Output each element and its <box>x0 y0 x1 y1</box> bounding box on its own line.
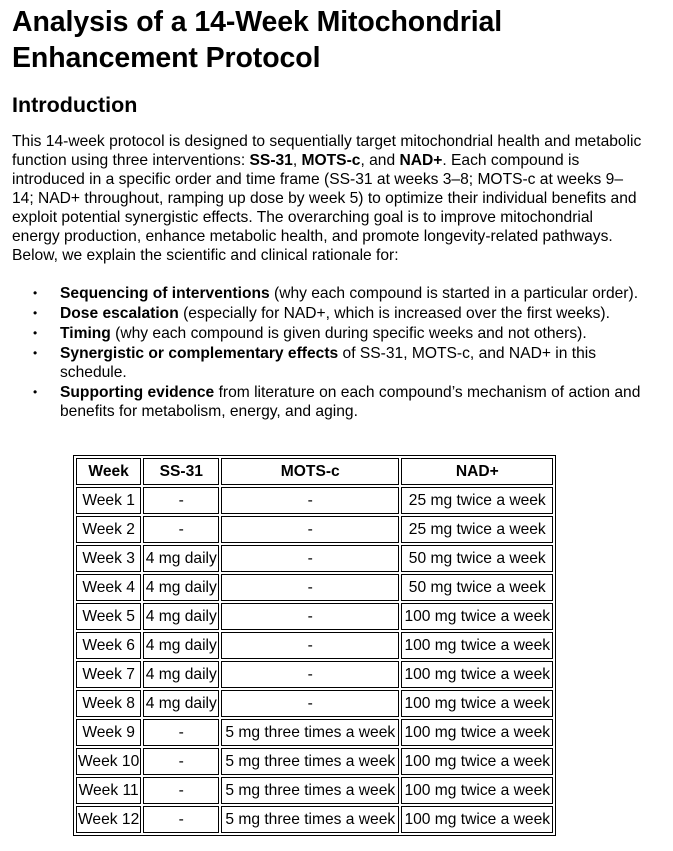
cell-ss31: - <box>143 806 219 833</box>
cell-ss31: 4 mg daily <box>143 690 219 717</box>
cell-motsc: - <box>221 690 399 717</box>
cell-motsc: - <box>221 516 399 543</box>
cell-motsc: - <box>221 632 399 659</box>
dosing-schedule-table <box>73 455 556 836</box>
cell-week: Week 8 <box>76 690 141 717</box>
list-item <box>12 324 645 343</box>
document-title: Analysis of a 14-Week Mitochondrial Enhancement Protocol <box>12 6 503 74</box>
list-item-bold: Sequencing of interventions <box>60 285 270 302</box>
table-row <box>76 487 553 514</box>
cell-ss31: - <box>143 748 219 775</box>
cell-nad: 100 mg twice a week <box>401 661 553 688</box>
intro-ss31: SS-31 <box>249 152 293 169</box>
cell-nad: 100 mg twice a week <box>401 748 553 775</box>
intro-text-end: . Each compound is introduced in a specific order and time frame (SS-31 at weeks 3–8; MOTS-c at weeks 9–14; NAD+ throughout, ramping up dose by week 5) to optimize their individual benefits and exploit potential synergistic effects. The overarching goal is to improve mitochondrial energy production, enhance metabolic health, and promote longevity-related pathways. Below, we explain the scientific and clinical rationale for: <box>12 152 637 264</box>
table-row <box>76 690 553 717</box>
list-item-bold: Supporting evidence <box>60 384 215 401</box>
table-header-row <box>76 458 553 485</box>
bullet-marker: • <box>33 385 38 399</box>
cell-nad: 50 mg twice a week <box>401 574 553 601</box>
cell-week: Week 1 <box>76 487 141 514</box>
table-body <box>76 487 553 833</box>
table-row <box>76 748 553 775</box>
cell-week: Week 10 <box>76 748 141 775</box>
cell-motsc: - <box>221 661 399 688</box>
cell-nad: 100 mg twice a week <box>401 690 553 717</box>
cell-motsc: - <box>221 574 399 601</box>
rationale-list <box>12 284 652 421</box>
cell-ss31: 4 mg daily <box>143 603 219 630</box>
cell-motsc: - <box>221 487 399 514</box>
cell-ss31: - <box>143 487 219 514</box>
column-header-nad: NAD+ <box>401 458 553 485</box>
table-row <box>76 719 553 746</box>
cell-week: Week 4 <box>76 574 141 601</box>
list-item-text: (especially for NAD+, which is increased over the first weeks). <box>178 305 610 322</box>
list-item-text: (why each compound is started in a particular order). <box>269 285 639 302</box>
intro-text-start: This 14-week protocol is designed to sequentially target mitochondrial health and metabolic function using three interventions: <box>12 133 642 169</box>
cell-ss31: 4 mg daily <box>143 545 219 572</box>
cell-week: Week 12 <box>76 806 141 833</box>
cell-nad: 25 mg twice a week <box>401 487 553 514</box>
cell-ss31: - <box>143 777 219 804</box>
bullet-marker: • <box>33 346 38 360</box>
cell-nad: 50 mg twice a week <box>401 545 553 572</box>
list-item-bold: Synergistic or complementary effects <box>60 345 339 362</box>
list-item <box>12 383 645 421</box>
cell-nad: 100 mg twice a week <box>401 777 553 804</box>
intro-paragraph <box>12 132 644 265</box>
cell-nad: 100 mg twice a week <box>401 719 553 746</box>
cell-week: Week 5 <box>76 603 141 630</box>
cell-motsc: 5 mg three times a week <box>221 777 399 804</box>
document-page <box>12 0 652 422</box>
table-header <box>76 458 553 485</box>
list-item-text: from literature on each compound’s mechanism of action and benefits for metabolism, energy, and aging. <box>60 384 641 420</box>
list-item <box>12 304 645 323</box>
cell-nad: 100 mg twice a week <box>401 632 553 659</box>
cell-week: Week 11 <box>76 777 141 804</box>
cell-week: Week 3 <box>76 545 141 572</box>
list-item <box>12 344 645 382</box>
table-row <box>76 545 553 572</box>
bullet-marker: • <box>33 286 38 300</box>
table-row <box>76 603 553 630</box>
column-header-week: Week <box>76 458 141 485</box>
list-item-text: (why each compound is given during specific weeks and not others). <box>110 325 587 342</box>
cell-ss31: - <box>143 719 219 746</box>
cell-motsc: - <box>221 603 399 630</box>
cell-ss31: 4 mg daily <box>143 574 219 601</box>
intro-separator: , <box>292 152 302 169</box>
cell-ss31: - <box>143 516 219 543</box>
bullet-marker: • <box>33 306 38 320</box>
cell-week: Week 6 <box>76 632 141 659</box>
cell-ss31: 4 mg daily <box>143 661 219 688</box>
list-item-bold: Dose escalation <box>60 305 179 322</box>
intro-motsc: MOTS-c <box>301 152 361 169</box>
cell-week: Week 2 <box>76 516 141 543</box>
column-header-ss31: SS-31 <box>143 458 219 485</box>
table-row <box>76 777 553 804</box>
column-header-motsc: MOTS-c <box>221 458 399 485</box>
cell-motsc: 5 mg three times a week <box>221 719 399 746</box>
intro-separator: , and <box>360 152 400 169</box>
cell-nad: 100 mg twice a week <box>401 806 553 833</box>
cell-ss31: 4 mg daily <box>143 632 219 659</box>
list-item-text: of SS-31, MOTS-c, and NAD+ in this schedule. <box>60 345 597 381</box>
intro-nad: NAD+ <box>399 152 443 169</box>
table-row <box>76 574 553 601</box>
cell-nad: 100 mg twice a week <box>401 603 553 630</box>
cell-motsc: 5 mg three times a week <box>221 806 399 833</box>
list-item-bold: Timing <box>60 325 111 342</box>
table-row <box>76 806 553 833</box>
table-row <box>76 516 553 543</box>
bullet-marker: • <box>33 326 38 340</box>
cell-week: Week 9 <box>76 719 141 746</box>
list-item <box>12 284 645 303</box>
cell-week: Week 7 <box>76 661 141 688</box>
cell-nad: 25 mg twice a week <box>401 516 553 543</box>
table-row <box>76 661 553 688</box>
section-heading: Introduction <box>12 93 138 117</box>
cell-motsc: 5 mg three times a week <box>221 748 399 775</box>
cell-motsc: - <box>221 545 399 572</box>
table-row <box>76 632 553 659</box>
